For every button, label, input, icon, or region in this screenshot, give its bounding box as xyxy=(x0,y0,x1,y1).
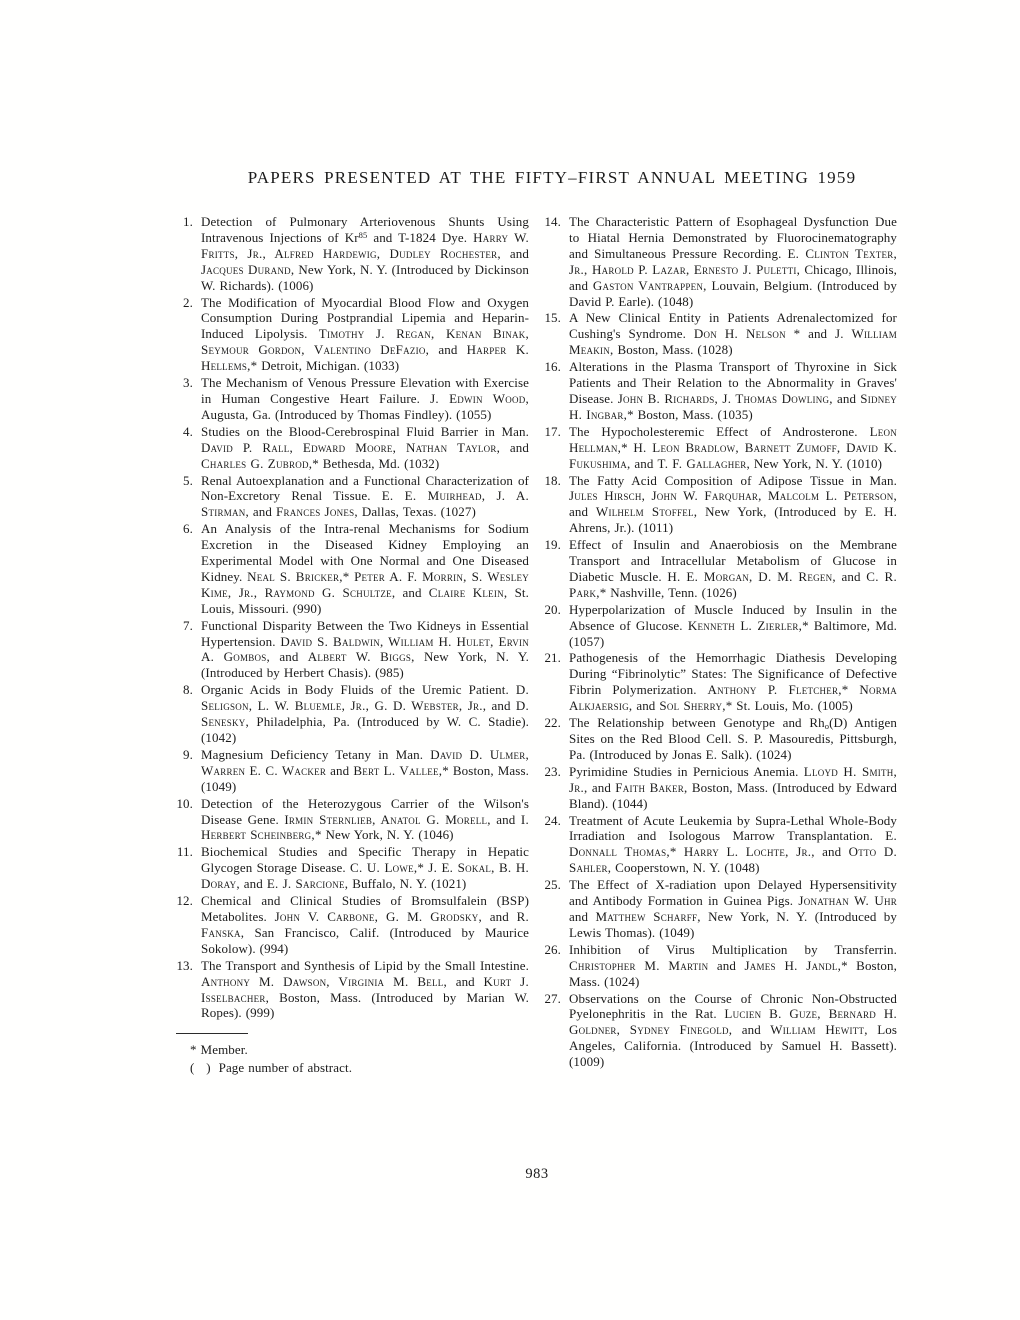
paper-item xyxy=(176,682,529,746)
paper-text: The Hypocholesteremic Effect of Androsterone. Leon Hellman,* H. Leon Bradlow, Barnett Zumoff, David K. Fukushima, and T. F. Gallagher, New York, N. Y. (1010) xyxy=(569,423,897,471)
footnotes xyxy=(176,1033,529,1076)
paper-text: Hyperpolarization of Muscle Induced by Insulin in the Absence of Glucose. Kenneth L. Zierler,* Baltimore, Md. (1057) xyxy=(569,601,897,649)
paper-text: Functional Disparity Between the Two Kidneys in Essential Hypertension. David S. Baldwin, William H. Hulet, Ervin A. Gombos, and Albert W. Biggs, New York, N. Y. (Introduced by Herbert Chasis). (985) xyxy=(201,617,529,681)
paper-number: 6. xyxy=(183,521,193,537)
paper-number: 22. xyxy=(544,715,561,731)
paper-item xyxy=(544,310,897,358)
paper-text: The Mechanism of Venous Pressure Elevation with Exercise in Human Congestive Heart Failure. J. Edwin Wood, Augusta, Ga. (Introduced by Thomas Findley). (1055) xyxy=(201,375,529,422)
paper-number: 1. xyxy=(183,214,193,229)
paper-number: 18. xyxy=(544,472,561,488)
paper-text: The Fatty Acid Composition of Adipose Tissue in Man. Jules Hirsch, John W. Farquhar, Malcolm L. Peterson, and Wilhelm Stoffel, New York, (Introduced by E. H. Ahrens, Jr.). (1011) xyxy=(569,472,897,536)
paper-number: 11. xyxy=(176,844,193,860)
paper-item xyxy=(544,991,897,1071)
paper-number: 19. xyxy=(544,537,561,553)
page-number: 983 xyxy=(525,1166,549,1182)
paper-number: 15. xyxy=(544,310,561,326)
paper-number: 2. xyxy=(183,294,193,310)
paper-text: Alterations in the Plasma Transport of Thyroxine in Sick Patients and Their Relation to the Abnormality in Graves' Disease. John B. Richards, J. Thomas Dowling, and Sidney H. Ingbar,* Boston, Mass. (1035) xyxy=(569,359,897,422)
paper-text: Organic Acids in Body Fluids of the Uremic Patient. D. Seligson, L. W. Bluemle, Jr., G. D. Webster, Jr., and D. Senesky, Philadelphia, Pa. (Introduced by W. C. Stadie). (1042) xyxy=(201,682,529,745)
paper-number: 25. xyxy=(544,877,561,893)
paper-text: Biochemical Studies and Specific Therapy in Hepatic Glycogen Storage Disease. C. U. Lowe,* J. E. Sokal, B. H. Doray, and E. J. Sarcione, Buffalo, N. Y. (1021) xyxy=(201,844,529,892)
paper-text: Detection of the Heterozygous Carrier of the Wilson's Disease Gene. Irmin Sternlieb, Anatol G. Morell, and I. Herbert Scheinberg,* New York, N. Y. (1046) xyxy=(201,795,529,843)
paper-item xyxy=(176,747,529,795)
paper-number: 23. xyxy=(544,763,561,779)
paper-text: An Analysis of the Intra-renal Mechanisms for Sodium Excretion in the Diseased Kidney Employing an Experimental Model with One Normal and One Diseased Kidney. Neal S. Bricker,* Peter A. F. Morrin, S. Wesley Kime, Jr., Raymond G. Schultze, and Claire Klein, St. Louis, Missouri. (990) xyxy=(201,521,529,616)
paper-number: 17. xyxy=(544,423,561,439)
paper-number: 20. xyxy=(544,601,561,617)
paper-item xyxy=(176,958,529,1022)
paper-number: 16. xyxy=(544,359,561,375)
paper-text: Treatment of Acute Leukemia by Supra-Lethal Whole-Body Irradiation and Isologous Marrow Transplantation. E. Donnall Thomas,* Harry L. Lochte, Jr., and Otto D. Sahler, Cooperstown, N. Y. (1048) xyxy=(569,812,897,876)
paper-text: Renal Autoexplanation and a Functional Characterization of Non-Excretory Renal Tissue. E. E. Muirhead, J. A. Stirman, and Frances Jones, Dallas, Texas. (1027) xyxy=(201,472,530,520)
footnote-divider xyxy=(176,1033,248,1034)
paper-text: Pyrimidine Studies in Pernicious Anemia. Lloyd H. Smith, Jr., and Faith Baker, Boston, Mass. (Introduced by Edward Bland). (1044) xyxy=(569,763,897,811)
paper-number: 13. xyxy=(176,957,193,973)
page-title: PAPERS PRESENTED AT THE FIFTY–FIRST ANNUAL MEETING 1959 xyxy=(247,168,857,187)
paper-text: Effect of Insulin and Anaerobiosis on the Membrane Transport and Intracellular Metabolism of Glucose in Diabetic Muscle. H. E. Morgan, D. M. Regen, and C. R. Park,* Nashville, Tenn. (1026) xyxy=(569,537,897,600)
paper-item xyxy=(544,942,897,990)
paper-text: The Effect of X-radiation upon Delayed Hypersensitivity and Antibody Formation in Guinea Pigs. Jonathan W. Uhr and Matthew Scharff, New York, N. Y. (Introduced by Lewis Thomas). (1049) xyxy=(569,877,897,940)
left-column xyxy=(176,214,529,1076)
paper-text: The Transport and Synthesis of Lipid by the Small Intestine. Anthony M. Dawson, Virginia M. Bell, and Kurt J. Isselbacher, Boston, Mass. (Introduced by Marian W. Ropes). (999) xyxy=(201,957,529,1021)
paper-item xyxy=(544,813,897,877)
paper-number: 5. xyxy=(183,472,193,488)
paper-item xyxy=(544,473,897,537)
paper-text: Detection of Pulmonary Arteriovenous Shunts Using Intravenous Injections of Kr$^{85}$ and T-1824 Dye. Harry W. Fritts, Jr., Alfred Hardewig, Dudley Rochester, and Jacques Durand, New York, N. Y. (Introduced by Dickinson W. Richards). (1006) xyxy=(201,214,530,293)
paper-number: 14. xyxy=(544,214,561,229)
paper-item xyxy=(544,715,897,763)
paper-number: 9. xyxy=(183,746,193,762)
footnote-member: * Member. xyxy=(190,1042,248,1058)
paper-text: Magnesium Deficiency Tetany in Man. David D. Ulmer, Warren E. C. Wacker and Bert L. Vallee,* Boston, Mass. (1049) xyxy=(201,746,529,794)
paper-item xyxy=(176,375,529,423)
paper-number: 21. xyxy=(544,650,561,666)
paper-number: 10. xyxy=(176,795,193,811)
paper-item xyxy=(544,650,897,714)
paper-item xyxy=(176,214,529,294)
page-content xyxy=(176,168,898,1076)
paper-item xyxy=(176,521,529,616)
paper-item xyxy=(544,764,897,812)
paper-item xyxy=(544,537,897,601)
paper-number: 12. xyxy=(176,893,193,909)
paper-item xyxy=(544,424,897,472)
paper-item xyxy=(544,359,897,423)
footnote-page-note: ( ) Page number of abstract. xyxy=(190,1059,353,1075)
paper-item xyxy=(176,796,529,844)
paper-item xyxy=(544,602,897,650)
paper-item xyxy=(176,844,529,892)
paper-number: 27. xyxy=(544,990,561,1006)
paper-text: Chemical and Clinical Studies of Bromsulfalein (BSP) Metabolites. John V. Carbone, G. M. Grodsky, and R. Fanska, San Francisco, Calif. (Introduced by Maurice Sokolow). (994) xyxy=(201,893,529,956)
paper-text: Pathogenesis of the Hemorrhagic Diathesis Developing During “Fibrinolytic” States: The Significance of Defective Fibrin Polymerization. Anthony P. Fletcher,* Norma Alkjaersig, and Sol Sherry,* St. Louis, Mo. (1005) xyxy=(569,650,897,714)
paper-text: Inhibition of Virus Multiplication by Transferrin. Christopher M. Martin and James H. Jandl,* Boston, Mass. (1024) xyxy=(569,941,897,989)
right-column xyxy=(544,214,897,1076)
paper-item xyxy=(176,295,529,375)
paper-number: 26. xyxy=(544,941,561,957)
paper-text: Observations on the Course of Chronic Non-Obstructed Pyelonephritis in the Rat. Lucien B. Guze, Bernard H. Goldner, Sydney Finegold, and William Hewitt, Los Angeles, California. (Introduced by Samuel H. Bassett). (1009) xyxy=(569,990,897,1070)
papers-list-right xyxy=(544,214,897,1070)
paper-number: 7. xyxy=(183,617,193,633)
paper-number: 3. xyxy=(183,375,193,391)
paper-item xyxy=(176,473,529,521)
paper-item xyxy=(176,424,529,472)
paper-number: 24. xyxy=(544,812,561,828)
paper-number: 8. xyxy=(183,682,193,698)
paper-item xyxy=(176,618,529,682)
paper-text: The Characteristic Pattern of Esophageal Dysfunction Due to Hiatal Hernia Demonstrated by Fluorocinematography and Simultaneous Pressure Recording. E. Clinton Texter, Jr., Harold P. Lazar, Ernesto J. Puletti, Chicago, Illinois, and Gaston Vantrappen, Louvain, Belgium. (Introduced by David P. Earle). (1048) xyxy=(569,214,897,309)
paper-text: A New Clinical Entity in Patients Adrenalectomized for Cushing's Syndrome. Don H. Nelson * and J. William Meakin, Boston, Mass. (1028) xyxy=(569,310,897,358)
paper-item xyxy=(176,893,529,957)
paper-text: The Modification of Myocardial Blood Flow and Oxygen Consumption During Postprandial Lipemia and Heparin-Induced Lipolysis. Timothy J. Regan, Kenan Binak, Seymour Gordon, Valentino DeFazio, and Harper K. Hellems,* Detroit, Michigan. (1033) xyxy=(201,294,530,374)
paper-item xyxy=(544,877,897,941)
paper-item xyxy=(544,214,897,309)
paper-text: The Relationship between Genotype and $Rh_o(D)$ Antigen Sites on the Red Blood Cell. S. P. Masouredis, Pittsburgh, Pa. (Introduced by Jonas E. Salk). (1024) xyxy=(569,715,897,762)
paper-text: Studies on the Blood-Cerebrospinal Fluid Barrier in Man. David P. Rall, Edward Moore, Nathan Taylor, and Charles G. Zubrod,* Bethesda, Md. (1032) xyxy=(201,423,529,471)
two-column-list xyxy=(176,214,898,1076)
paper-number: 4. xyxy=(183,423,193,439)
papers-list-left xyxy=(176,214,529,1021)
